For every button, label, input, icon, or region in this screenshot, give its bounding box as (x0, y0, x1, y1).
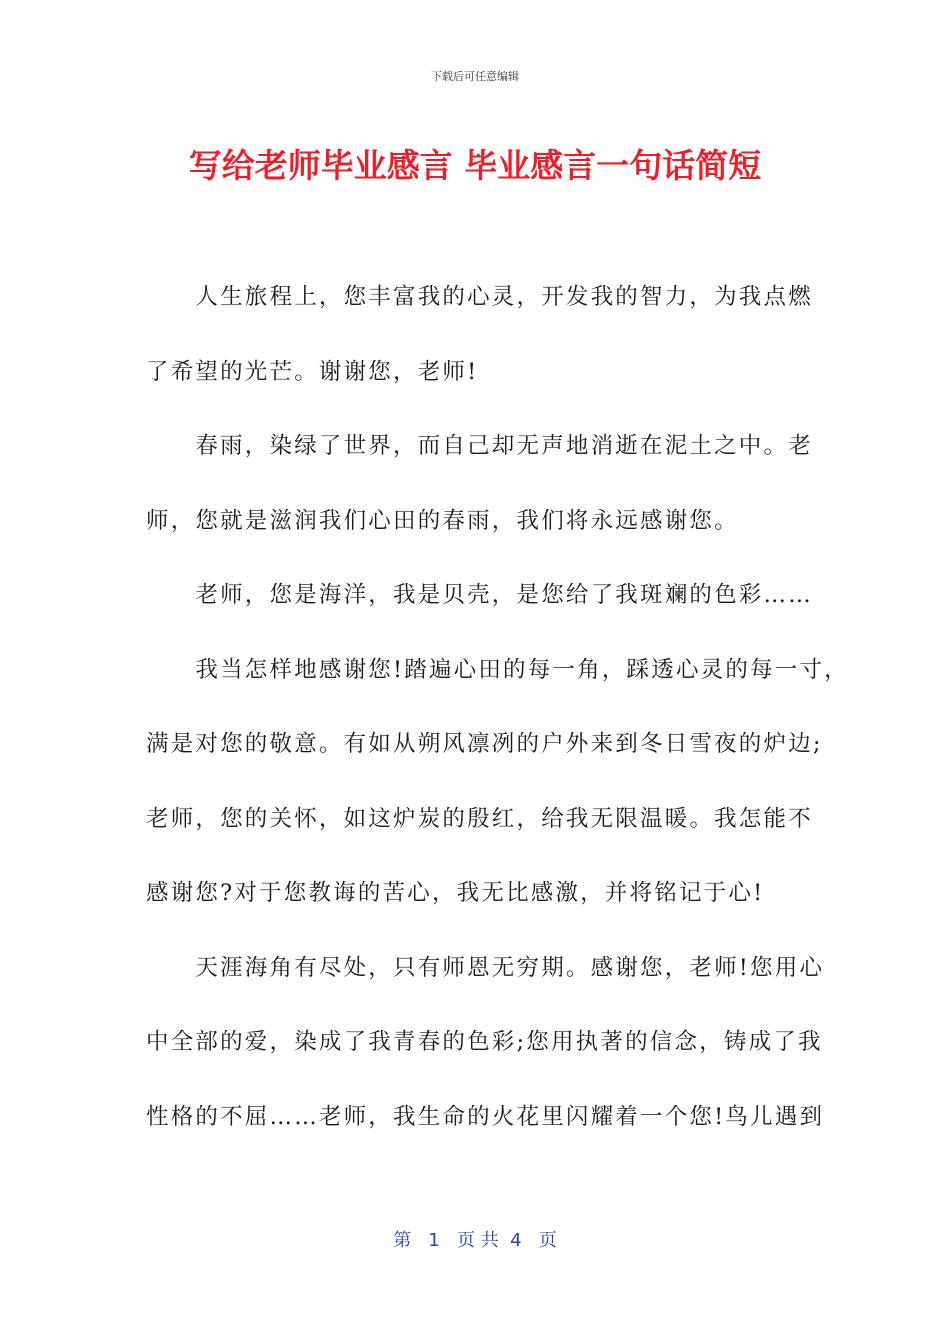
paragraph-line: 春雨，染绿了世界，而自己却无声地消逝在泥土之中。老 (146, 433, 813, 459)
paragraph-line: 感谢您?对于您教诲的苦心，我无比感激，并将铭记于心! (146, 880, 765, 906)
paragraph-line: 老师，您是海洋，我是贝壳，是您给了我斑斓的色彩…… (146, 582, 813, 608)
paragraph-line: 了希望的光芒。谢谢您，老师! (146, 358, 479, 385)
paragraph-line: 中全部的爱，染成了我青春的色彩;您用执著的信念，铸成了我 (146, 1029, 823, 1055)
paragraph-line: 老师，您的关怀，如这炉炭的殷红，给我无限温暖。我怎能不 (146, 805, 813, 832)
paragraph-line: 人生旅程上，您丰富我的心灵，开发我的智力，为我点燃 (146, 284, 813, 310)
page-number-footer: 第 1 页 共 4 页 (393, 1230, 557, 1251)
paragraph-line: 天涯海角有尽处，只有师恩无穷期。感谢您，老师!您用心 (146, 954, 825, 981)
paragraph-line: 我当怎样地感谢您!踏遍心田的每一角，踩透心灵的每一寸， (146, 656, 849, 683)
document-title: 写给老师毕业感言 毕业感言一句话简短 (188, 146, 762, 185)
body-text (146, 275, 849, 1169)
paragraph-line: 师，您就是滋润我们心田的春雨，我们将永远感谢您。 (146, 507, 739, 534)
header-note: 下载后可任意编辑 (431, 70, 519, 83)
paragraph-line: 性格的不屈……老师，我生命的火花里闪耀着一个您!鸟儿遇到 (146, 1103, 825, 1130)
paragraph-line: 满是对您的敬意。有如从朔风凛冽的户外来到冬日雪夜的炉边; (146, 731, 823, 757)
